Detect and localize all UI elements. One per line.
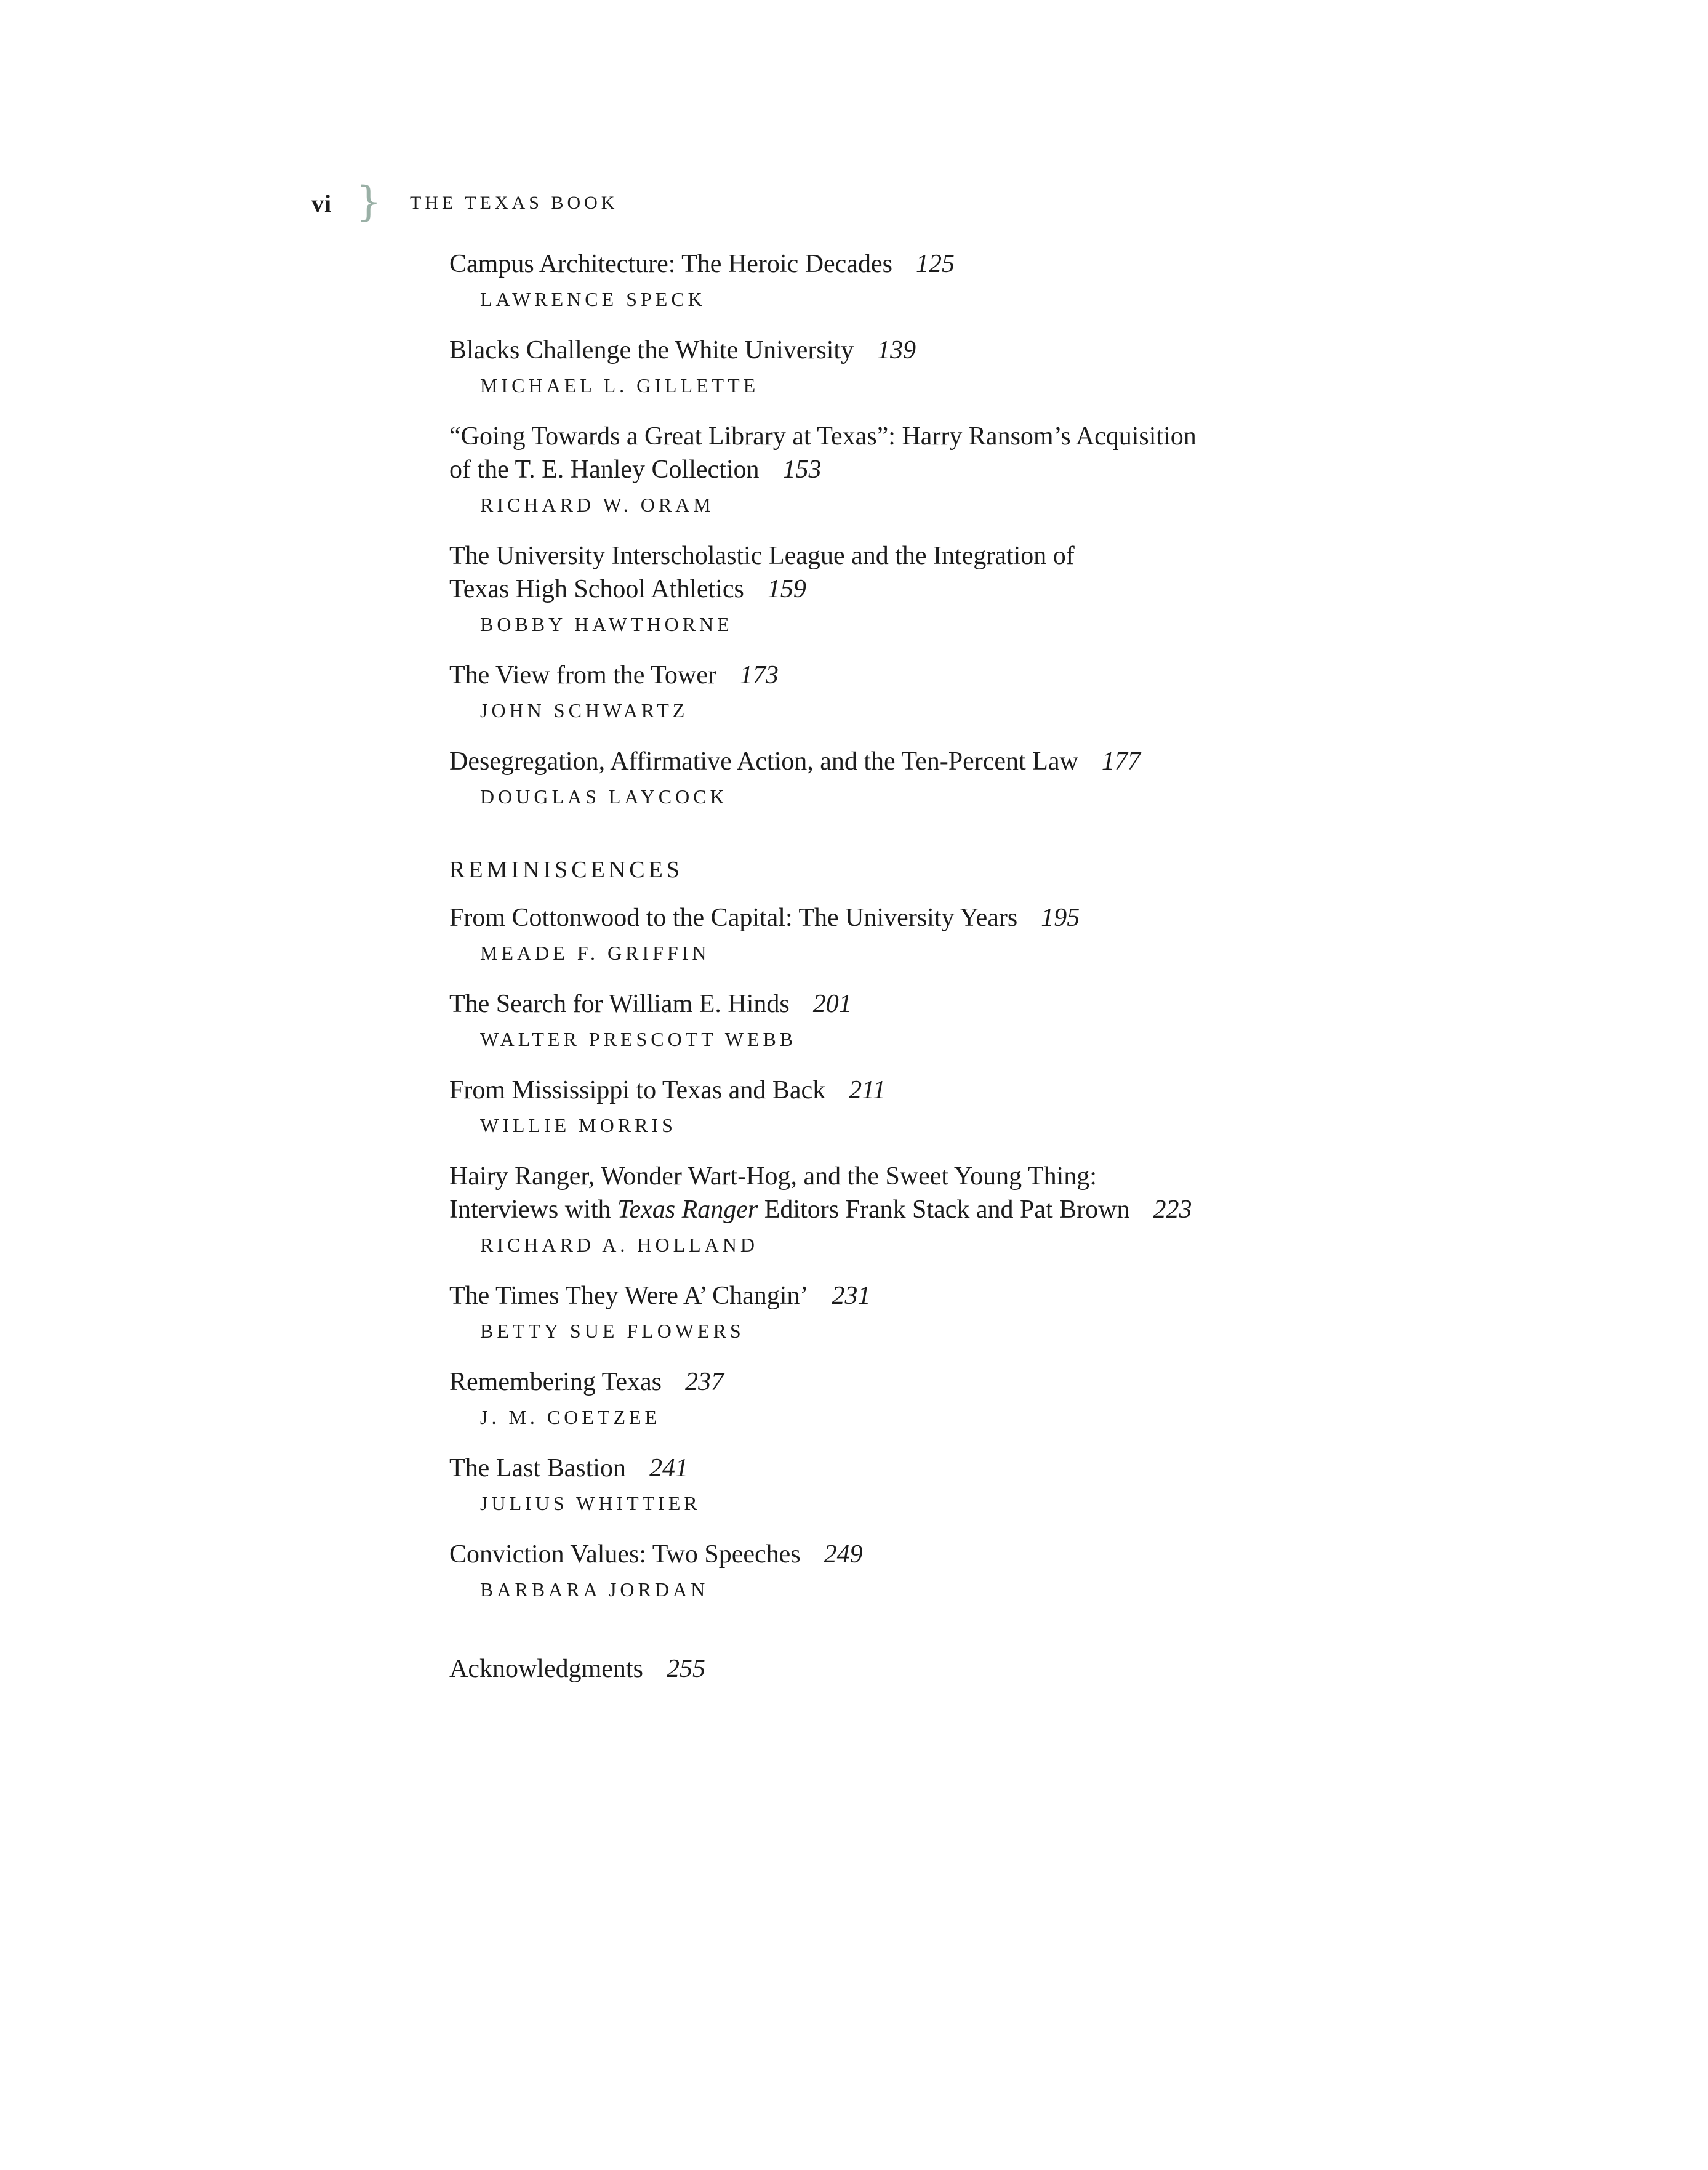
entry-title: Campus Architecture: The Heroic Decades 125 bbox=[449, 250, 955, 278]
entry-author: LAWRENCE SPECK bbox=[480, 288, 706, 310]
entry-author: J. M. COETZEE bbox=[480, 1406, 661, 1428]
entry-author: MICHAEL L. GILLETTE bbox=[480, 374, 760, 396]
toc-entry bbox=[449, 1365, 1342, 1432]
entry-page: 153 bbox=[782, 456, 822, 484]
running-title: THE TEXAS BOOK bbox=[410, 193, 619, 213]
entry-title: The Search for William E. Hinds 201 bbox=[449, 990, 852, 1018]
page-number: vi bbox=[311, 189, 332, 217]
toc-entry bbox=[449, 1160, 1342, 1260]
entry-author: JOHN SCHWARTZ bbox=[480, 699, 689, 721]
toc-entry bbox=[449, 659, 1342, 725]
entry-page: 255 bbox=[666, 1655, 705, 1683]
toc-entry bbox=[449, 1074, 1342, 1140]
entry-author: RICHARD A. HOLLAND bbox=[480, 1234, 758, 1256]
italic-publication-title: Texas Ranger bbox=[617, 1196, 758, 1224]
toc-entry bbox=[449, 539, 1342, 639]
toc-entry bbox=[449, 987, 1342, 1054]
entry-author: RICHARD W. ORAM bbox=[480, 494, 715, 516]
toc-entry bbox=[449, 1538, 1342, 1604]
entry-author: MEADE F. GRIFFIN bbox=[480, 942, 710, 964]
entry-title: The View from the Tower 173 bbox=[449, 661, 779, 689]
running-header bbox=[311, 177, 619, 225]
entry-title: From Cottonwood to the Capital: The University Years 195 bbox=[449, 904, 1080, 932]
entry-title: Remembering Texas 237 bbox=[449, 1368, 724, 1396]
entry-author: DOUGLAS LAYCOCK bbox=[480, 786, 728, 808]
entry-page: 241 bbox=[649, 1454, 688, 1482]
entry-page: 201 bbox=[812, 990, 852, 1018]
entry-page: 223 bbox=[1153, 1196, 1192, 1224]
entry-page: 125 bbox=[915, 250, 955, 278]
entry-page: 211 bbox=[849, 1076, 886, 1104]
entry-author: BARBARA JORDAN bbox=[480, 1578, 709, 1601]
entry-author: BOBBY HAWTHORNE bbox=[480, 613, 733, 635]
entry-title: Blacks Challenge the White University 139 bbox=[449, 336, 916, 364]
entry-title: The Last Bastion 241 bbox=[449, 1454, 688, 1482]
entry-page: 237 bbox=[685, 1368, 724, 1396]
toc-entry bbox=[449, 1279, 1342, 1346]
entry-title: From Mississippi to Texas and Back 211 bbox=[449, 1076, 886, 1104]
entry-title: Desegregation, Affirmative Action, and the Ten-Percent Law 177 bbox=[449, 747, 1141, 776]
entry-page: 231 bbox=[832, 1282, 871, 1310]
entry-title: The Times They Were A’ Changin’ 231 bbox=[449, 1282, 871, 1310]
entry-title: Hairy Ranger, Wonder Wart-Hog, and the Sweet Young Thing: Interviews with Texas Ranger Editors Frank Stack and Pat Brown 223 bbox=[449, 1162, 1192, 1224]
toc-entry bbox=[449, 745, 1342, 811]
toc-entry bbox=[449, 901, 1342, 968]
toc-entry-acknowledgments bbox=[449, 1652, 1342, 1686]
entry-author: BETTY SUE FLOWERS bbox=[480, 1320, 745, 1342]
brace-ornament-icon: } bbox=[356, 177, 382, 225]
entry-author: WALTER PRESCOTT WEBB bbox=[480, 1028, 797, 1050]
entry-title: Acknowledgments 255 bbox=[449, 1655, 705, 1683]
toc-entry bbox=[449, 420, 1342, 520]
toc-entry bbox=[449, 1452, 1342, 1518]
entry-page: 195 bbox=[1041, 904, 1080, 932]
section-heading: REMINISCENCES bbox=[449, 857, 683, 883]
entry-title: “Going Towards a Great Library at Texas”: Harry Ransom’s Acquisition of the T. E. Hanley Collection 153 bbox=[449, 422, 1197, 484]
toc-entry bbox=[449, 334, 1342, 400]
entry-page: 249 bbox=[824, 1540, 863, 1569]
entry-author: JULIUS WHITTIER bbox=[480, 1492, 701, 1514]
toc-entry bbox=[449, 247, 1342, 314]
table-of-contents bbox=[449, 247, 1342, 1705]
entry-title: The University Interscholastic League and the Integration of Texas High School Athletics 159 bbox=[449, 542, 1075, 603]
entry-title: Conviction Values: Two Speeches 249 bbox=[449, 1540, 863, 1569]
entry-page: 139 bbox=[877, 336, 916, 364]
entry-page: 173 bbox=[739, 661, 779, 689]
entry-page: 159 bbox=[767, 575, 806, 603]
entry-page: 177 bbox=[1101, 747, 1141, 776]
entry-author: WILLIE MORRIS bbox=[480, 1114, 676, 1136]
